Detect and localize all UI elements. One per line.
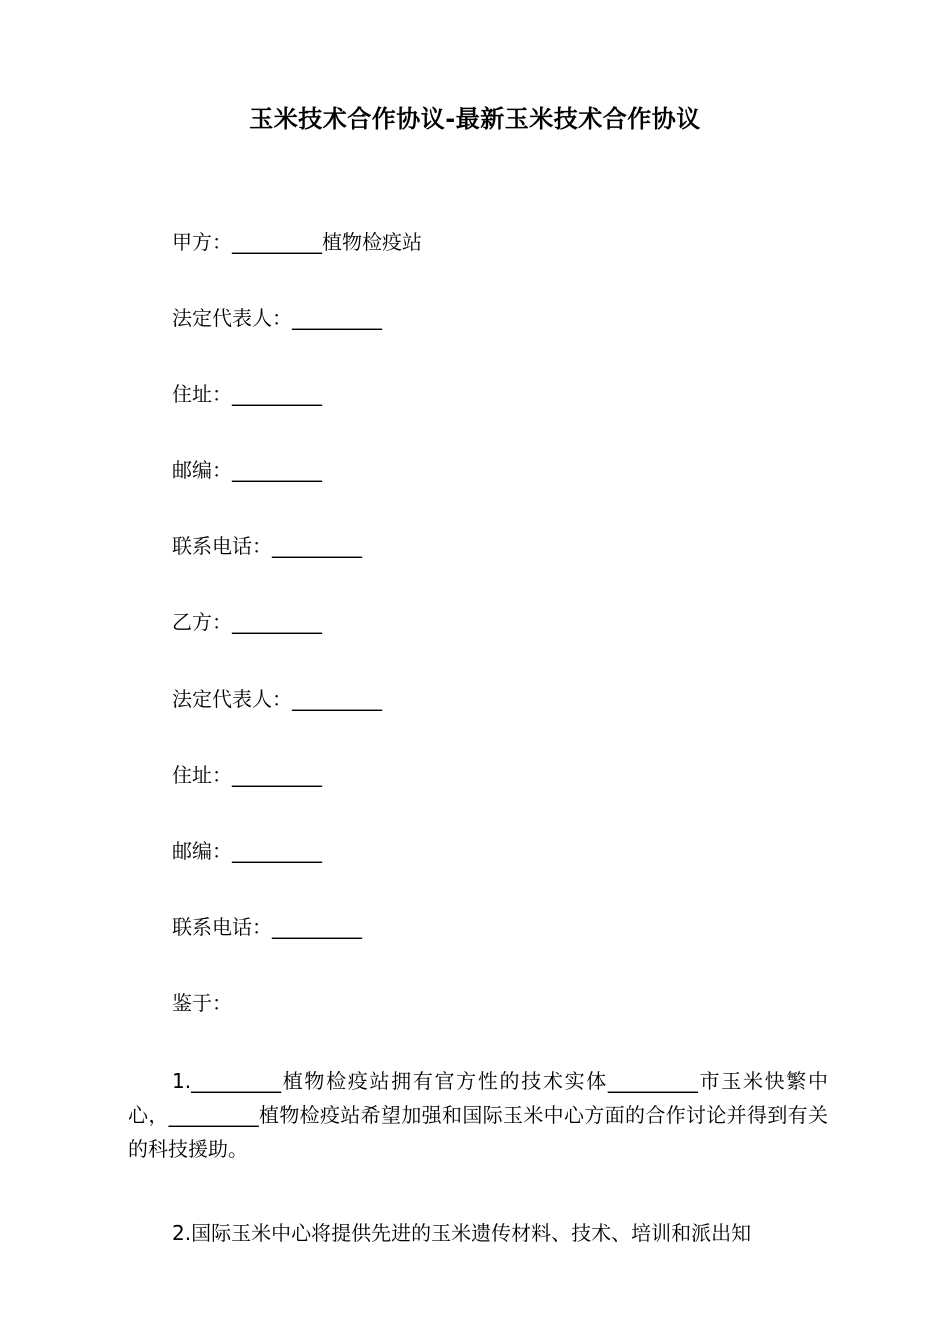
party-a-address-line: 住址：_________ — [172, 382, 322, 406]
party-a-postcode-line: 邮编：_________ — [172, 458, 322, 482]
party-a-representative-line: 法定代表人：_________ — [172, 306, 382, 330]
party-b-phone-line: 联系电话：_________ — [172, 915, 362, 939]
party-b-line: 乙方：_________ — [172, 610, 322, 634]
party-b-address-line: 住址：_________ — [172, 763, 322, 787]
party-a-line: 甲方：_________植物检疫站 — [172, 230, 422, 254]
party-a-phone-line: 联系电话：_________ — [172, 534, 362, 558]
clause-2-paragraph: 2.国际玉米中心将提供先进的玉米遗传材料、技术、培训和派出知 — [172, 1221, 752, 1245]
party-b-representative-line: 法定代表人：_________ — [172, 687, 382, 711]
party-b-postcode-line: 邮编：_________ — [172, 839, 322, 863]
whereas-heading: 鉴于： — [172, 991, 232, 1015]
clause-1-paragraph: 1._________植物检疫站拥有官方性的技术实体_________市玉米快繁中心，_________植物检疫站希望加强和国际玉米中心方面的合作讨论并得到有关的科技援助。 — [128, 1069, 828, 1161]
document-title: 玉米技术合作协议-最新玉米技术合作协议 — [249, 105, 701, 133]
